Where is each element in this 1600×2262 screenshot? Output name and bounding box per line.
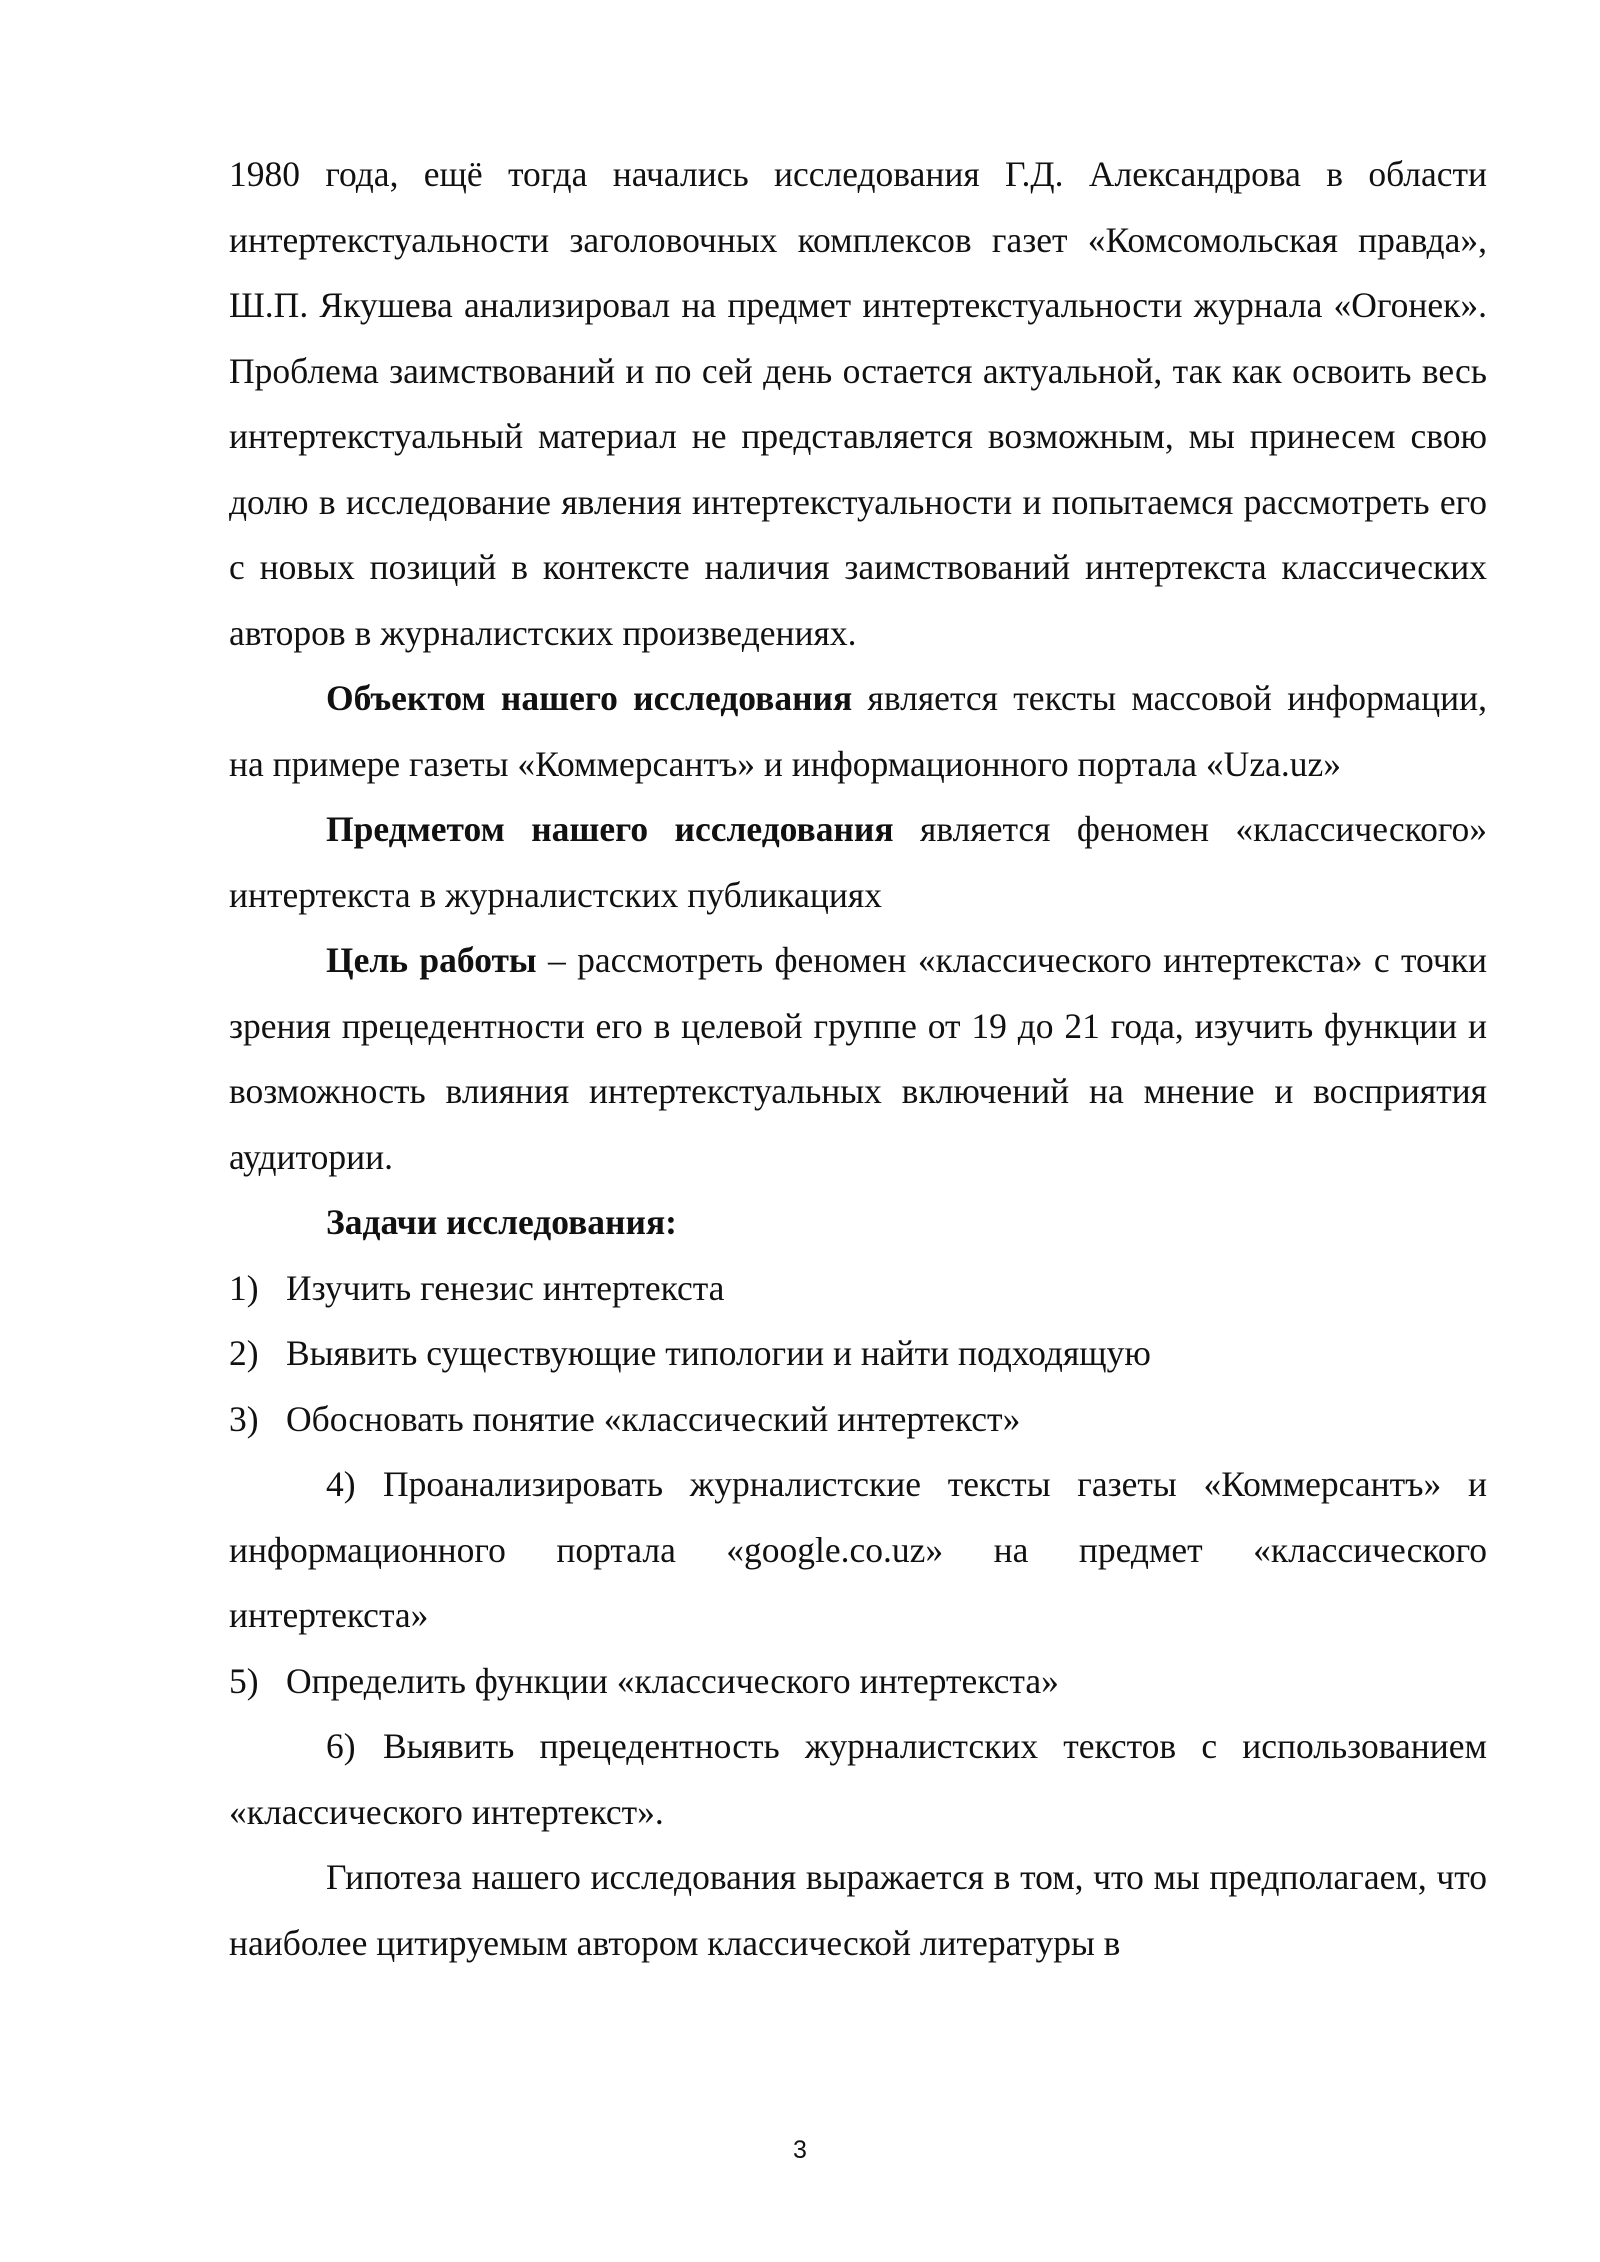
list-item [229, 1321, 1487, 1387]
goal-paragraph [229, 928, 1487, 1190]
hypothesis-paragraph: Гипотеза нашего исследования выражается в том, что мы предполагаем, что наиболее цитируемым автором классической литературы в [229, 1857, 1487, 1963]
list-item [229, 1714, 1487, 1845]
subject-label: Предметом нашего исследования [326, 809, 894, 849]
goal-text: – рассмотреть феномен «классического интертекста» с точки зрения прецедентности его в целевой группе от 19 до 21 года, изучить функции и возможность влияния интертекстуальных включений на мнение и восприятия аудитории. [229, 940, 1487, 1177]
list-item-number: 1) [229, 1267, 259, 1308]
list-item [229, 1256, 1487, 1322]
list-item [229, 1649, 1487, 1715]
list-item [229, 1452, 1487, 1649]
intro-paragraph: 1980 года, ещё тогда начались исследования Г.Д. Александрова в области интертекстуальности заголовочных комплексов газет «Комсомольская правда», Ш.П. Якушева анализировал на предмет интертекстуальности журнала «Огонек». Проблема заимствований и по сей день остается актуальной, так как освоить весь интертекстуальный материал не представляется возможным, мы принесем свою долю в исследование явления интертекстуальности и попытаемся рассмотреть его с новых позиций в контексте наличия заимствований интертекста классических авторов в журналистских произведениях. [229, 154, 1487, 653]
list-item-number: 6) [326, 1726, 356, 1766]
list-item-number: 3) [229, 1398, 259, 1439]
list-item-text: Выявить прецедентность журналистских текстов с использованием «классического интертекст». [229, 1726, 1487, 1832]
page-body [229, 142, 1487, 1976]
object-label: Объектом нашего исследования [326, 678, 853, 718]
subject-paragraph [229, 797, 1487, 928]
list-item-text: Обосновать понятие «классический интертекст» [286, 1398, 1021, 1439]
list-item-text: Проанализировать журналистские тексты газеты «Коммерсантъ» и информационного портала «google.co.uz» на предмет «классического интертекста» [229, 1464, 1487, 1635]
object-text: является тексты массовой информации, на примере газеты «Коммерсантъ» и информационного портала «Uza.uz» [229, 678, 1488, 784]
list-item-text: Изучить генезис интертекста [286, 1267, 725, 1308]
list-item [229, 1387, 1487, 1453]
list-item-number: 2) [229, 1333, 259, 1373]
object-paragraph [229, 666, 1487, 797]
list-item-text: Выявить существующие типологии и найти подходящую [286, 1333, 1151, 1373]
tasks-heading: Задачи исследования: [326, 1202, 677, 1242]
subject-text: является феномен «классического» интертекста в журналистских публикациях [229, 809, 1488, 915]
list-item-text: Определить функции «классического интертекста» [286, 1660, 1059, 1701]
list-item-number: 4) [326, 1464, 356, 1504]
goal-label: Цель работы [326, 940, 537, 980]
page-number: 3 [793, 2136, 807, 2164]
list-item-number: 5) [229, 1660, 259, 1701]
